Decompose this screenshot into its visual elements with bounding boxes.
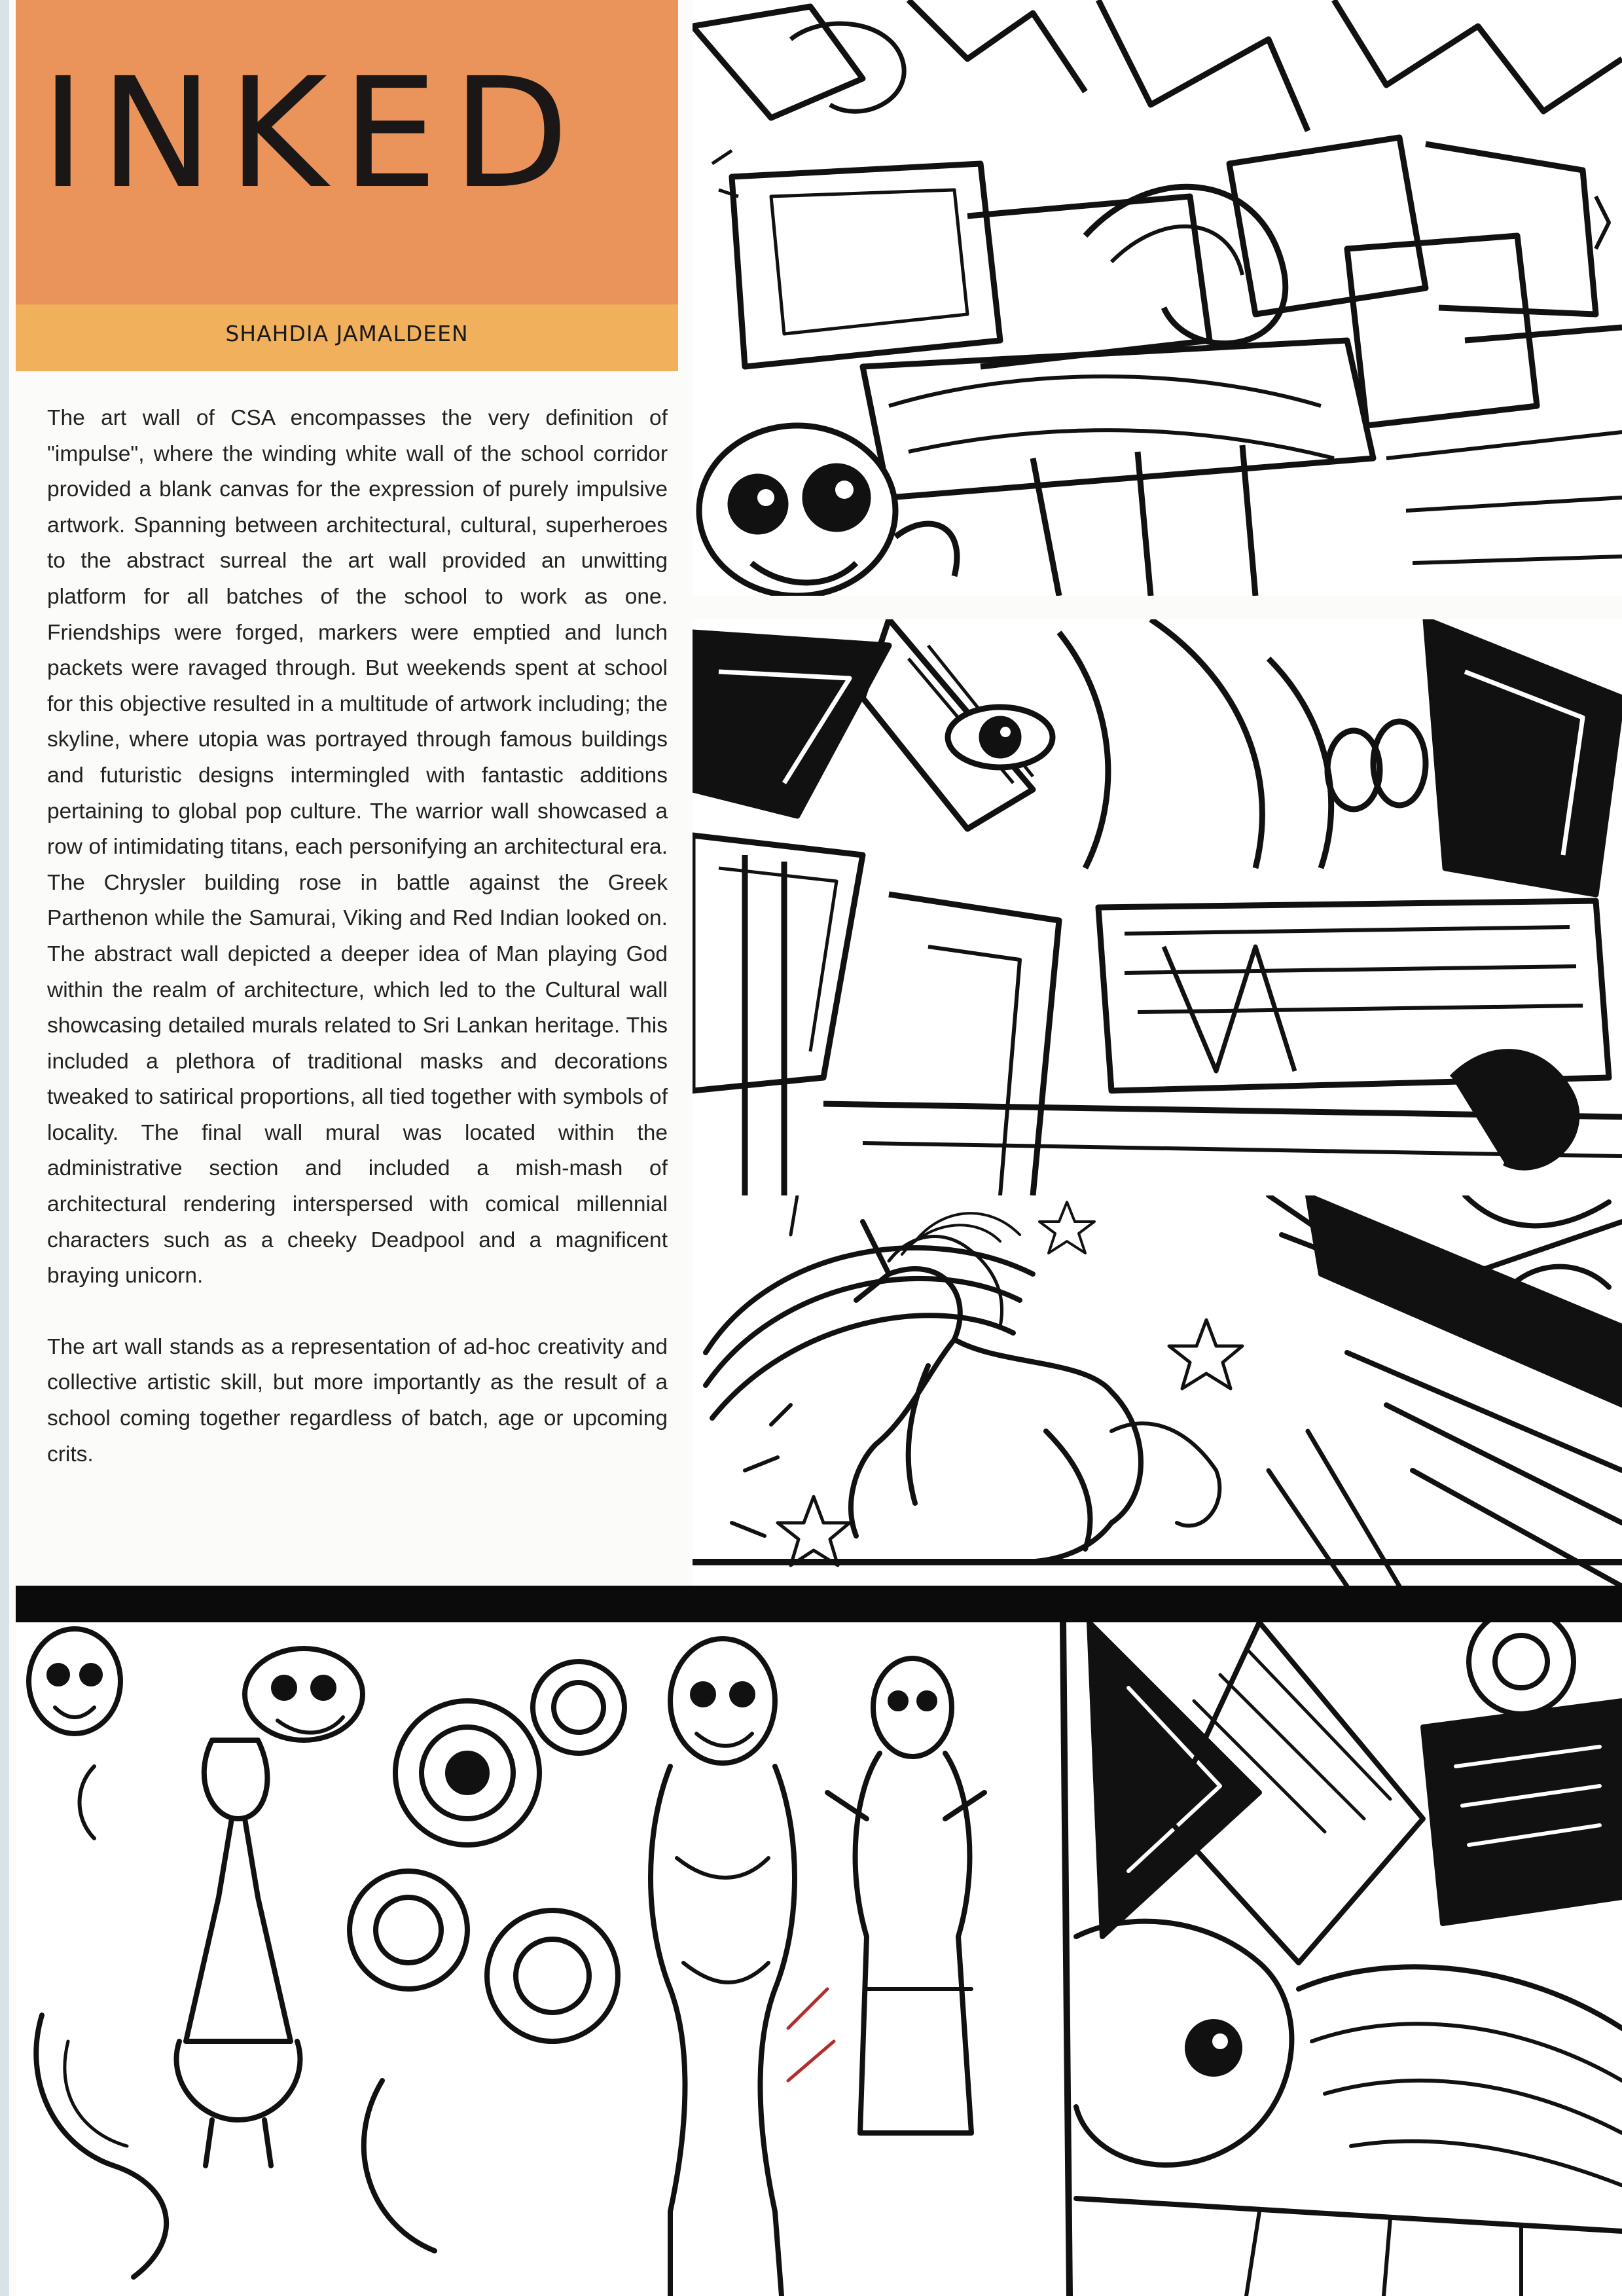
article-author: SHAHDIA JAMALDEEN bbox=[225, 321, 469, 346]
mural-photo-unicorn bbox=[693, 1195, 1622, 1586]
page-edge bbox=[0, 0, 9, 2296]
article-title: INKED bbox=[41, 45, 584, 222]
article-body bbox=[47, 401, 668, 1472]
article-paragraph-2: The art wall stands as a representation of ad-hoc creativity and collective artistic skill, but more importantly as the result of a school coming together regardless of batch, age or upcoming crits. bbox=[47, 1334, 668, 1467]
mural-photo-abstract bbox=[693, 619, 1622, 1195]
mural-photo-skyline bbox=[693, 0, 1622, 596]
article-paragraph-1: The art wall of CSA encompasses the very definition of "impulse", where the winding white wall of the school corridor provided a blank canvas for the expression of purely impulsive artwork. Spanning between architectural, cultural, superheroes to the abstract surreal the art wall provided an unwitting platform for all batches of the school to work as one. Friendships were forged, markers were emptied and lunch packets were ravaged through. But weekends spent at school for this objective resulted in a multitude of artwork including; the skyline, where utopia was portrayed through famous buildings and futuristic designs intermingled with fantastic additions pertaining to global pop culture. The warrior wall showcased a row of intimidating titans, each personifying an architectural era. The Chrysler building rose in battle against the Greek Parthenon while the Samurai, Viking and Red Indian looked on. The abstract wall depicted a deeper idea of Man playing God within the realm of architecture, which led to the Cultural wall showcasing detailed murals related to Sri Lankan heritage. This included a plethora of traditional masks and decorations tweaked to satirical proportions, all tied together with symbols of locality. The final wall mural was located within the administrative section and included a mish-mash of architectural rendering interspersed with comical millennial characters such as a cheeky Deadpool and a magnificent braying unicorn. bbox=[47, 406, 668, 1288]
divider-bar bbox=[16, 1586, 1622, 1622]
mural-photo-cultural bbox=[16, 1622, 1622, 2296]
